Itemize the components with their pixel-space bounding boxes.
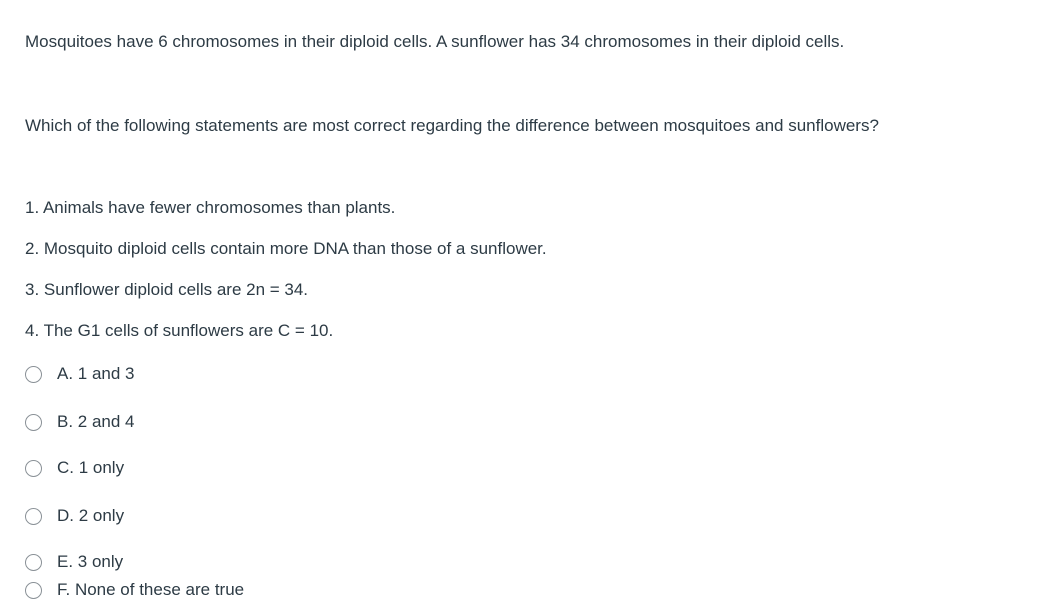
radio-button[interactable] (25, 554, 42, 571)
answer-option-b[interactable] (25, 411, 135, 433)
option-label: D. 2 only (57, 506, 125, 525)
statement-item: 3. Sunflower diploid cells are 2n = 34. (25, 280, 309, 299)
answer-option-a[interactable] (25, 363, 135, 385)
option-label: A. 1 and 3 (57, 364, 135, 383)
option-label: C. 1 only (57, 458, 125, 477)
question-prompt: Which of the following statements are most correct regarding the difference between mosquitoes and sunflowers? (25, 116, 879, 135)
option-label: E. 3 only (57, 552, 124, 571)
answer-option-c[interactable] (25, 457, 124, 479)
statement-item: 1. Animals have fewer chromosomes than plants. (25, 198, 396, 217)
radio-button[interactable] (25, 414, 42, 431)
statement-item: 4. The G1 cells of sunflowers are C = 10. (25, 321, 334, 340)
option-label: B. 2 and 4 (57, 412, 135, 431)
radio-button[interactable] (25, 582, 42, 599)
answer-option-e[interactable] (25, 551, 123, 573)
radio-button[interactable] (25, 366, 42, 383)
option-label: F. None of these are true (57, 580, 245, 599)
question-intro: Mosquitoes have 6 chromosomes in their diploid cells. A sunflower has 34 chromosomes in their diploid cells. (25, 32, 845, 51)
answer-option-d[interactable] (25, 505, 124, 527)
statement-item: 2. Mosquito diploid cells contain more DNA than those of a sunflower. (25, 239, 547, 258)
radio-button[interactable] (25, 508, 42, 525)
radio-button[interactable] (25, 460, 42, 477)
answer-option-f[interactable] (25, 579, 244, 601)
